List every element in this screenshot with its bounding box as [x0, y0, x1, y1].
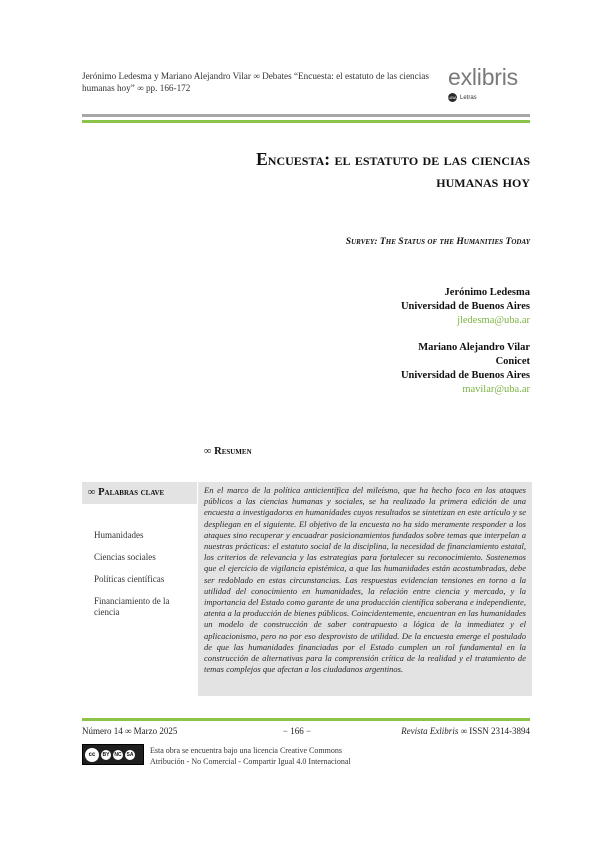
- creative-commons-badge[interactable]: [82, 744, 144, 765]
- license-line: Atribución - No Comercial - Compartir Igual 4.0 Internacional: [150, 756, 351, 766]
- keyword-item: Ciencias sociales: [94, 552, 156, 562]
- logo-wordmark: exlibris: [448, 64, 518, 90]
- header-reference: Jerónimo Ledesma y Mariano Alejandro Vilar ∞ Debates “Encuesta: el estatuto de las ciencias humanas hoy” ∞ pp. 166-172: [82, 71, 429, 93]
- uba-badge-icon: UBA: [448, 95, 457, 100]
- by-icon: BY: [102, 751, 110, 758]
- article-title: Encuesta: el estatuto de las ciencias humanas hoy: [256, 149, 530, 191]
- author-spacer: [280, 328, 530, 341]
- sa-icon: SA: [126, 751, 134, 758]
- journal-name: Revista Exlibris: [401, 726, 459, 736]
- journal-issn: ∞ ISSN 2314-3894: [458, 726, 530, 736]
- header-divider-green: [82, 120, 530, 123]
- author-affiliation: Conicet: [495, 356, 530, 367]
- abstract-text: En el marco de la política anticientífica del mileísmo, que ha hecho foco en los ataques públicos a las ciencias humanas y sociales, se ha realizado la primera edición de una encuesta a investigadorxs en humanidades cuyos resultados se sintetizan en este artículo y se despliegan en el siguiente. El objetivo de la encuesta no ha sido meramente responder a los ataques sino recuperar y encuadrar posicionamientos fundados sobre temas que interpelan a nuestras prácticas: el estatuto social de la disciplina, la necesidad de financiamiento estatal, los criterios de relevancia y las estrategias para fortalecer su reconocimiento. Sostenemos que el ejercicio de vigilancia epistémica, a que las humanidades están acostumbradas, debe ser redoblado en estas circunstancias. Las respuestas evidencian tensiones en torno a la utilidad del conocimiento en humanidades, la relación entre ciencia y mercado, y la importancia del Estado como garante de una producción científica soberana e independiente, atenta a la producción de bienes públicos. Coincidentemente, encuentran en las humanidades un modelo de construcción de saber contrapuesto a lógica de la inmediatez y el aplicacionismo, pero no por eso desprovisto de utilidad. De la encuesta emerge el postulado de que las humanidades financiadas por el Estado cumplen un rol fundamental en la construcción de alternativas para la comprensión crítica de la realidad y el tratamiento de temas complejos que afectan a los ciudadanos argentinos.: [198, 482, 532, 696]
- logo-subline: [448, 93, 528, 102]
- footer-divider: [82, 718, 530, 721]
- cc-icon: cc: [85, 748, 99, 762]
- author-email-link[interactable]: jledesma@uba.ar: [457, 315, 530, 326]
- author-affiliation: Universidad de Buenos Aires: [400, 301, 530, 312]
- resumen-heading: ∞ Resumen: [204, 446, 252, 457]
- exlibris-logo: [448, 66, 528, 102]
- article-subtitle: Survey: The Status of the Humanities Today: [345, 236, 530, 247]
- keyword-item: Políticas científicas: [94, 574, 165, 584]
- license-line: Esta obra se encuentra bajo una licencia Creative Commons: [150, 746, 342, 755]
- author-name: Jerónimo Ledesma: [444, 287, 530, 298]
- author-email-link[interactable]: mavilar@uba.ar: [462, 384, 530, 395]
- author-affiliation: Universidad de Buenos Aires: [400, 370, 530, 381]
- logo-letras: Letras: [460, 94, 477, 101]
- keyword-item: Financiamiento de la ciencia: [94, 596, 170, 617]
- license-text: [150, 746, 390, 767]
- author-name: Mariano Alejandro Vilar: [418, 342, 530, 353]
- journal-info: [370, 726, 530, 736]
- keywords-list: [94, 530, 194, 629]
- nc-icon: NC: [114, 751, 122, 758]
- keyword-item: Humanidades: [94, 530, 144, 540]
- keywords-heading: ∞ Palabras clave: [88, 487, 165, 498]
- header-divider-grey: [82, 114, 530, 117]
- issue-info: Número 14 ∞ Marzo 2025: [82, 726, 178, 736]
- authors-block: [280, 286, 530, 397]
- page-number: − 166 −: [282, 726, 312, 736]
